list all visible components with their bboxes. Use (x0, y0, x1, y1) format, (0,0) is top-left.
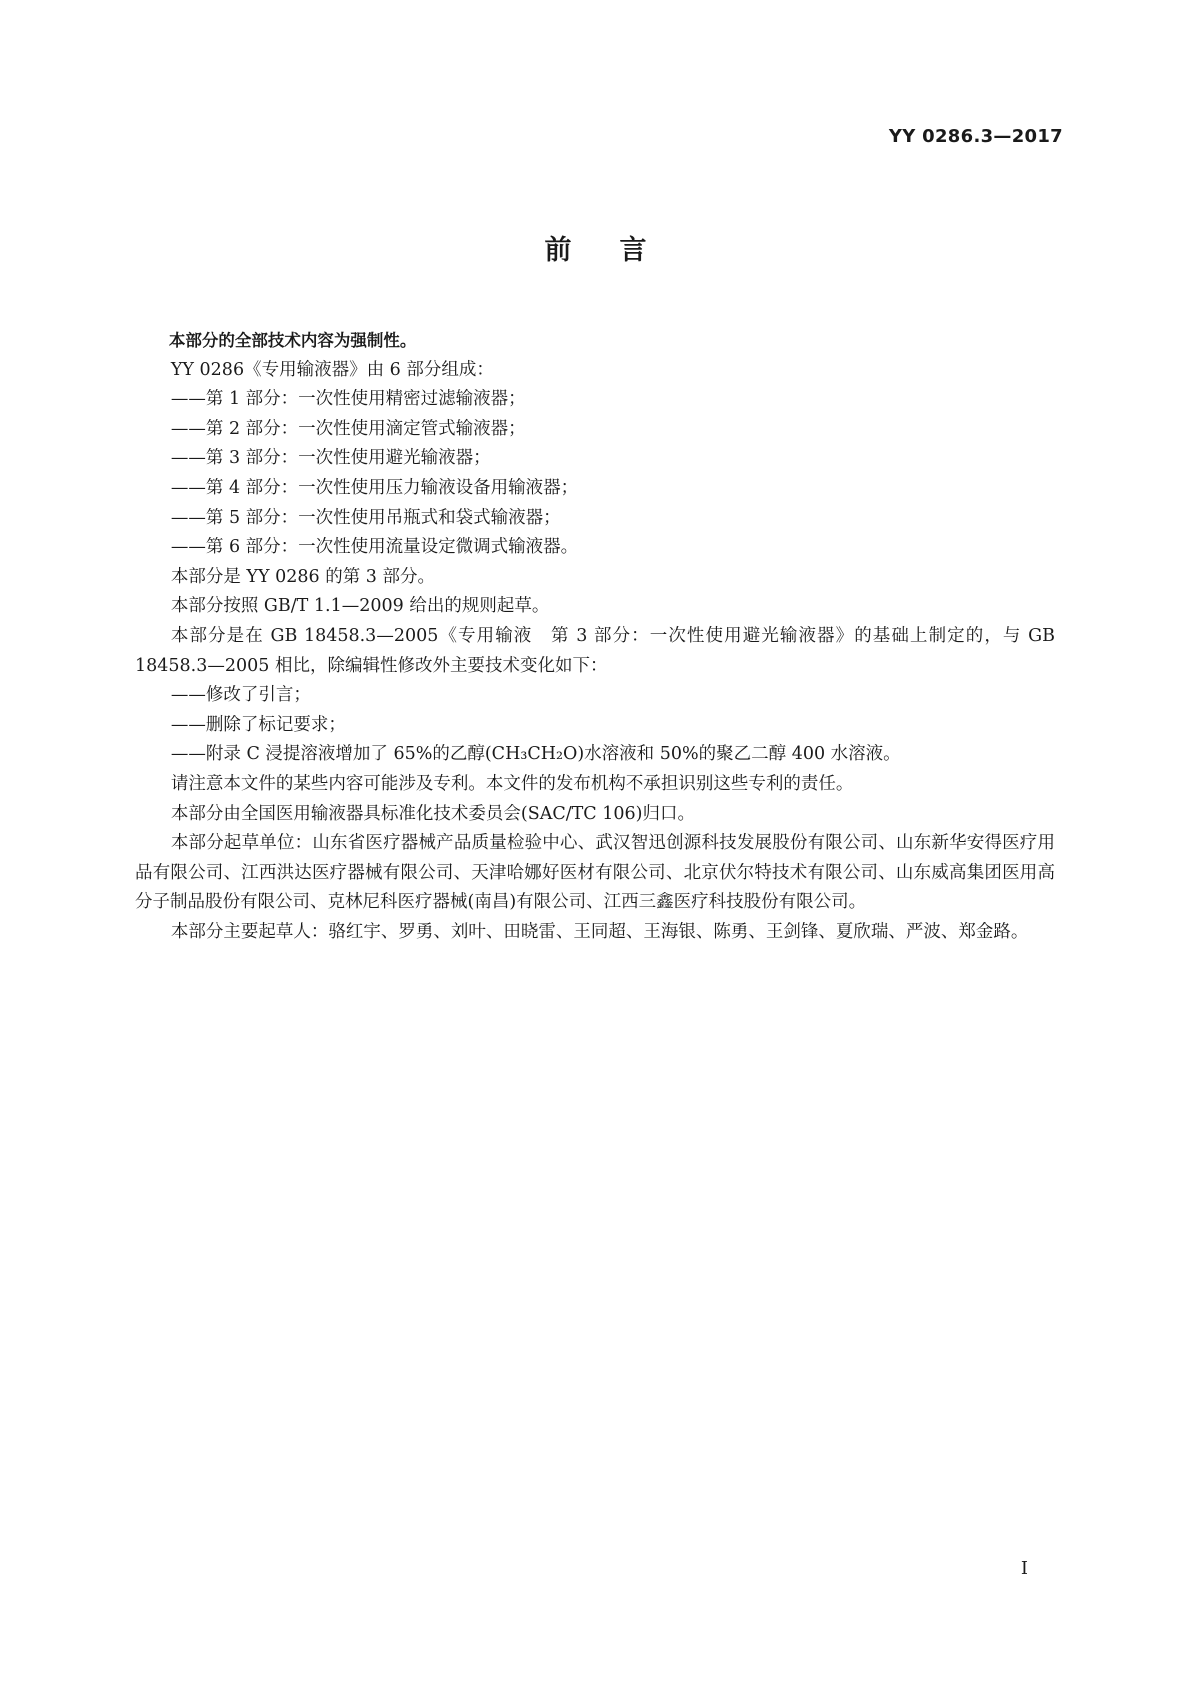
list-item-part-5: ——第 5 部分：一次性使用吊瓶式和袋式输液器； (170, 507, 561, 528)
paragraph-series-intro: YY 0286《专用输液器》由 6 部分组成： (170, 359, 494, 380)
list-item-part-1: ——第 1 部分：一次性使用精密过滤输液器； (170, 389, 526, 410)
list-item-part-4: ——第 4 部分：一次性使用压力输液设备用输液器； (170, 477, 579, 498)
page-title: 前言 (544, 235, 695, 266)
list-item-change-introduction: ——修改了引言； (170, 685, 311, 706)
foreword-body (135, 326, 1055, 947)
list-item-part-6: ——第 6 部分：一次性使用流量设定微调式输液器。 (170, 537, 579, 558)
paragraph-drafting-organizations: 本部分起草单位：山东省医疗器械产品质量检验中心、武汉智迅创源科技发展股份有限公司、山东新华安得医疗用品有限公司、江西洪达医疗器械有限公司、天津哈娜好医材有限公司、北京伏尔特技术有限公司、山东威高集团医用高分子制品股份有限公司、克林尼科医疗器械(南昌)有限公司、江西三鑫医疗科技股份有限公司。 (135, 833, 1055, 913)
list-item-part-3: ——第 3 部分：一次性使用避光输液器； (170, 448, 491, 469)
list-item-change-annex-c: ——附录 C 浸提溶液增加了 65%的乙醇(CH₃CH₂O)水溶液和 50%的聚乙二醇 400 水溶液。 (170, 744, 901, 765)
paragraph-part-statement: 本部分是 YY 0286 的第 3 部分。 (170, 566, 435, 587)
paragraph-patent-notice: 请注意本文件的某些内容可能涉及专利。本文件的发布机构不承担识别这些专利的责任。 (170, 773, 854, 794)
paragraph-committee: 本部分由全国医用输液器具标准化技术委员会(SAC/TC 106)归口。 (170, 803, 695, 824)
list-item-change-marking: ——删除了标记要求； (170, 714, 346, 735)
paragraph-mandatory-statement: 本部分的全部技术内容为强制性。 (168, 331, 417, 350)
paragraph-drafting-rules: 本部分按照 GB/T 1.1—2009 给出的规则起草。 (170, 596, 550, 617)
page-number: I (1020, 1558, 1028, 1579)
paragraph-technical-changes: 本部分是在 GB 18458.3—2005《专用输液 第 3 部分：一次性使用避光输液器》的基础上制定的，与 GB 18458.3—2005 相比，除编辑性修改外主要技术变化如下： (135, 625, 1055, 676)
list-item-part-2: ——第 2 部分：一次性使用滴定管式输液器； (170, 418, 526, 439)
standard-number: YY 0286.3—2017 (888, 126, 1063, 147)
paragraph-drafters: 本部分主要起草人：骆红宇、罗勇、刘叶、田晓雷、王同超、王海银、陈勇、王剑锋、夏欣瑞、严波、郑金路。 (170, 921, 1029, 942)
